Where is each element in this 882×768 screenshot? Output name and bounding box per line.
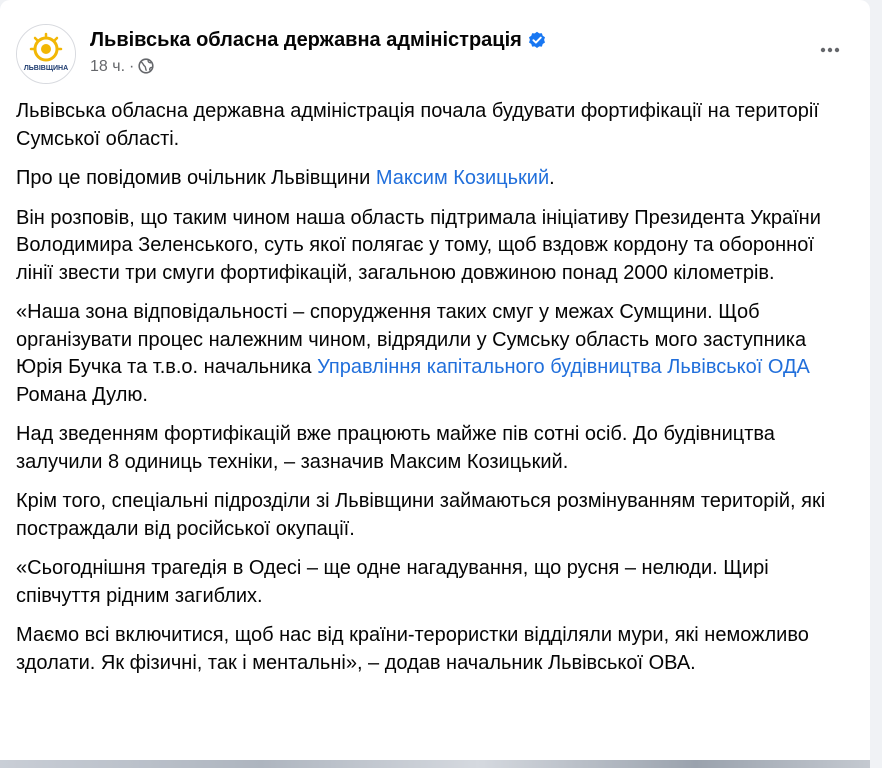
meta-separator: · [129,58,135,75]
post-paragraph: Він розповів, що таким чином наша область підтримала ініціативу Президента України Володимира Зеленського, суть якої полягає у тому, щоб вздовж кордону та оборонної лінії звести три смуги фортифікацій, загальною довжиною понад 2000 кілометрів. [16,206,821,284]
paragraph-text: «Наша зона відповідальності – спорудження таких смуг у межах Сумщини. Щоб організувати процес належним чином, відрядили у Сумську область мого заступника Юрія Бучка та т.в.о. начальника [16,301,807,378]
avatar-logo-icon [17,25,75,83]
paragraph-text: Про це повідомив очільник Львівщини [16,167,376,189]
post-paragraph: Львівська обласна державна адміністрація почала будувати фортифікації на території Сумської області. [16,100,819,150]
post-paragraph: «Сьогоднішня трагедія в Одесі – ще одне нагадування, що русня – нелюди. Щирі співчуття рідним загиблих. [16,557,769,607]
attached-image-preview[interactable] [0,760,870,768]
post-timestamp[interactable]: 18 ч. [90,58,126,75]
post-paragraph [16,165,856,193]
post-paragraph: Над зведенням фортифікацій вже працюють майже пів сотні осіб. До будівництва залучили 8 одиниць техніки, – зазначив Максим Козицький. [16,423,775,473]
person-link-kozytskyi[interactable]: Максим Козицький [375,167,550,189]
more-options-button[interactable] [812,32,848,68]
post-header [16,20,852,84]
post-paragraph: Крім того, спеціальні підрозділи зі Львівщини займаються розмінуванням територій, які постраждали від російської окупації. [16,490,826,540]
organization-link-capital-construction[interactable]: Управління капітального будівництва Львівської ОДА [317,356,810,378]
more-options-icon [820,47,840,53]
post-body [16,98,856,689]
verified-badge-icon [528,31,546,49]
paragraph-text: . [549,167,555,189]
avatar[interactable] [16,24,76,84]
paragraph-text: Романа Дулю. [16,383,148,406]
post-paragraph: Маємо всі включитися, щоб нас від країни-терористки відділяли мури, які неможливо здолати. Як фізичні, так і ментальні», – додав начальник Львівської ОВА. [16,624,809,674]
page-name[interactable] [90,28,546,52]
avatar-label: ЛЬВІВЩИНА [23,65,69,72]
post-meta [90,57,154,77]
page-name-text[interactable]: Львівська обласна державна адміністрація [90,29,522,51]
globe-icon[interactable] [138,58,154,74]
post-paragraph [16,299,856,409]
